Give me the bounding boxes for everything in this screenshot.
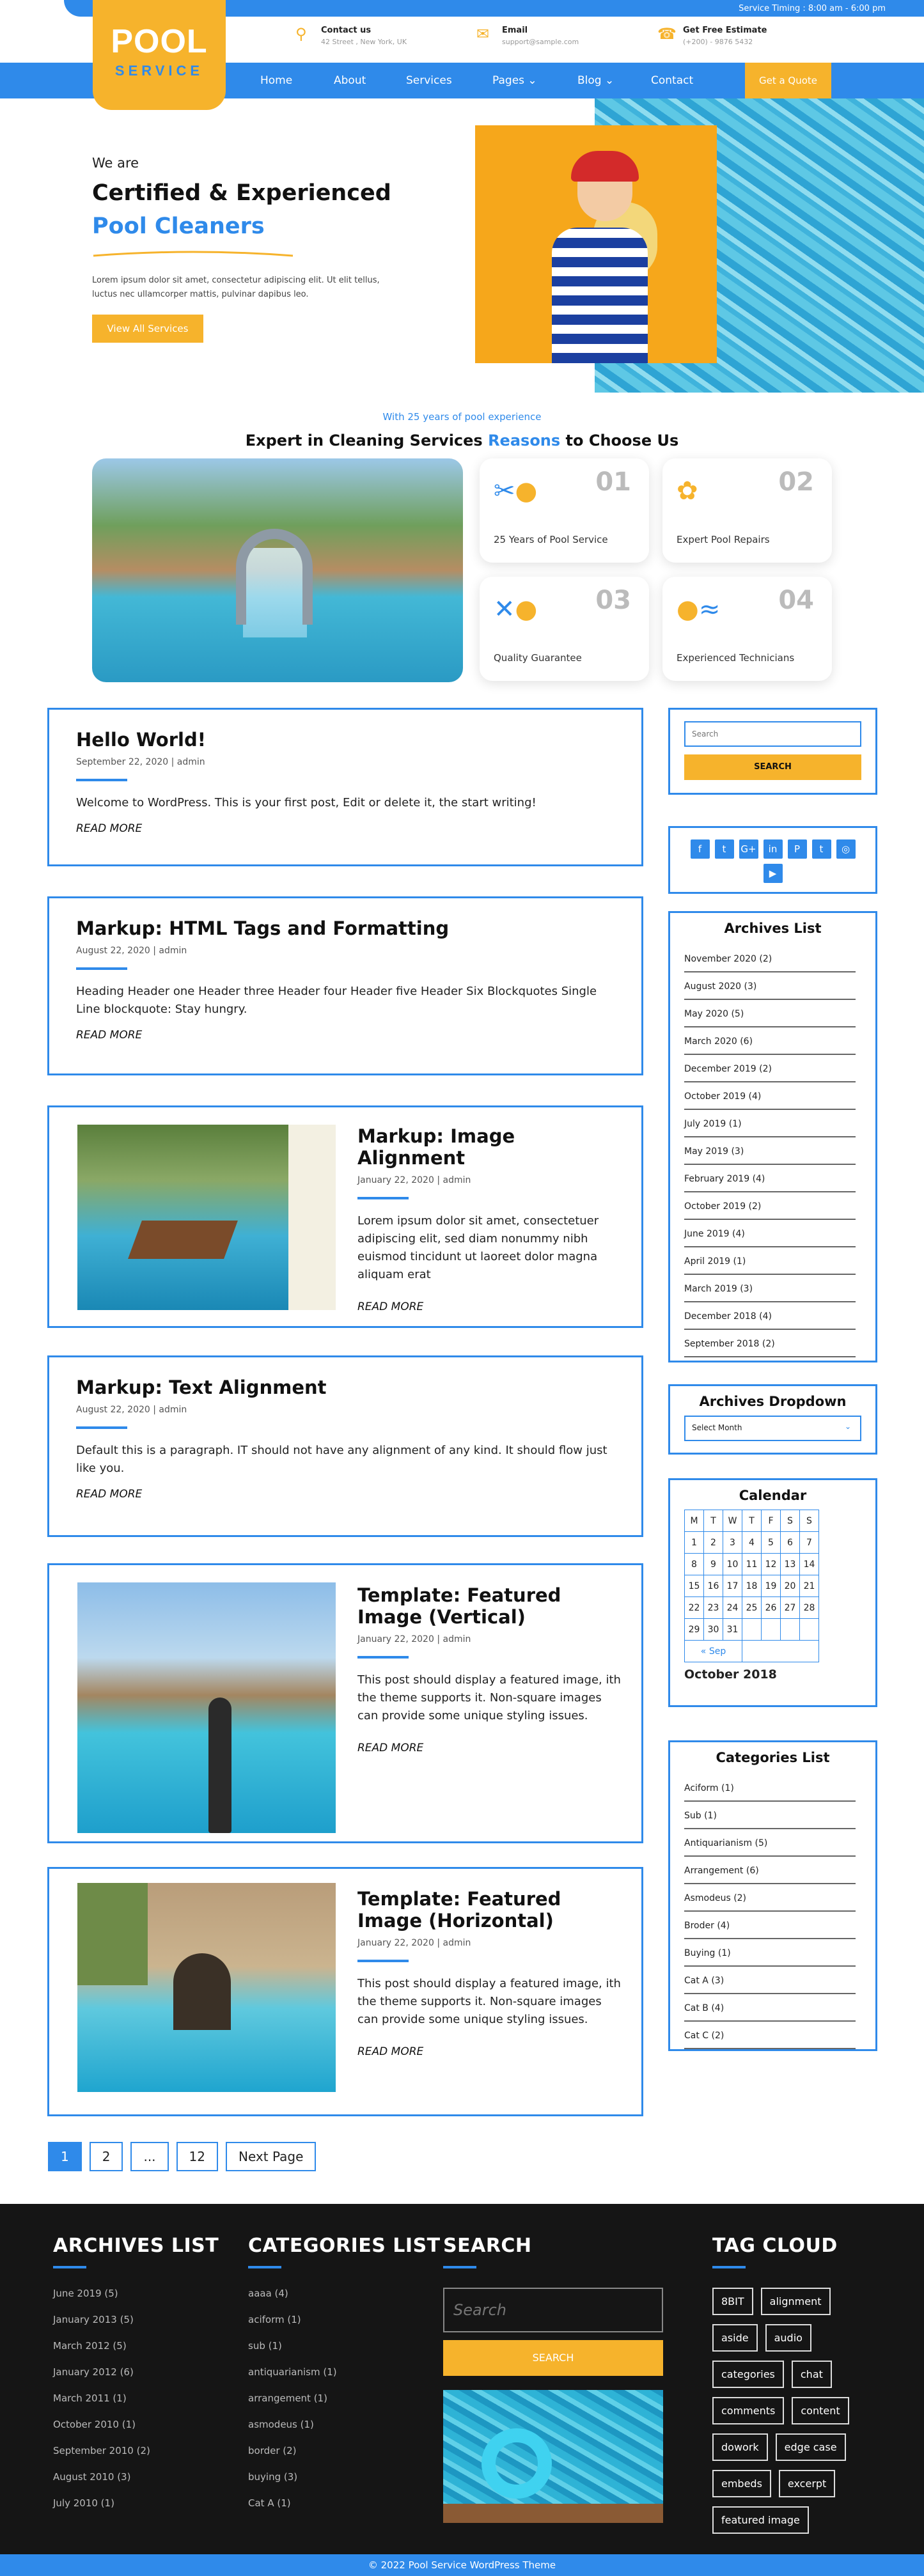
- calendar-day: 1: [685, 1532, 704, 1554]
- calendar-day: 5: [762, 1532, 781, 1554]
- footer-heading: TAG CLOUD: [712, 2235, 838, 2257]
- page-1[interactable]: 1: [48, 2142, 82, 2171]
- calendar-day: [762, 1619, 781, 1641]
- post-image[interactable]: [77, 1125, 336, 1310]
- calendar-day: 30: [704, 1619, 723, 1641]
- title-underline: [76, 1426, 127, 1429]
- chevron-down-icon: ⌄: [604, 74, 615, 87]
- hero-title: Certified & Experienced: [92, 180, 391, 206]
- calendar-day: 19: [762, 1575, 781, 1597]
- calendar-day: [742, 1619, 762, 1641]
- footer-category-item[interactable]: aciform (1): [248, 2314, 301, 2325]
- footer-heading: CATEGORIES LIST: [248, 2235, 441, 2257]
- post-title[interactable]: Hello World!: [76, 729, 206, 751]
- read-more-link[interactable]: READ MORE: [76, 1488, 143, 1501]
- tools-icon: ✂●: [494, 476, 538, 506]
- reason-label: Experienced Technicians: [677, 652, 795, 664]
- post-meta: August 22, 2020 | admin: [76, 946, 187, 956]
- widget-title: Calendar: [739, 1488, 807, 1503]
- site-logo[interactable]: [93, 0, 226, 110]
- calendar-day-header: F: [762, 1510, 781, 1532]
- footer-categories: [248, 2235, 441, 2508]
- estimate-phone[interactable]: (+200) - 9876 5432: [683, 38, 753, 46]
- page-12[interactable]: 12: [176, 2142, 218, 2171]
- footer-heading: SEARCH: [443, 2235, 532, 2257]
- footer-archive-item[interactable]: January 2013 (5): [53, 2314, 134, 2325]
- page-2[interactable]: 2: [90, 2142, 123, 2171]
- youtube-icon[interactable]: ▶: [763, 864, 783, 883]
- footer-archive-item[interactable]: October 2010 (1): [53, 2419, 136, 2430]
- email-title: Email: [502, 26, 528, 35]
- calendar-day: 31: [723, 1619, 742, 1641]
- page-ellipsis: ...: [130, 2142, 168, 2171]
- post-excerpt: This post should display a featured image, ith the theme supports it. Non-square images can provide some unique styling issues.: [357, 1673, 621, 1722]
- calendar-day: 6: [781, 1532, 800, 1554]
- read-more-link[interactable]: READ MORE: [76, 1029, 143, 1042]
- archive-item[interactable]: February 2019 (4): [684, 1165, 856, 1192]
- calendar-prev-link[interactable]: « Sep: [685, 1641, 742, 1662]
- service-timing: Service Timing : 8:00 am - 6:00 pm: [739, 4, 886, 13]
- post-meta: January 22, 2020 | admin: [357, 1175, 471, 1185]
- view-all-services-button[interactable]: View All Services: [92, 315, 203, 343]
- email-block: [476, 26, 579, 46]
- linkedin-icon[interactable]: in: [763, 839, 783, 859]
- nav-pages[interactable]: [492, 74, 537, 87]
- calendar-day: 15: [685, 1575, 704, 1597]
- tag-item[interactable]: aside: [712, 2324, 758, 2352]
- reason-number: 04: [778, 586, 814, 615]
- footer-category-item[interactable]: sub (1): [248, 2340, 282, 2352]
- hero-worker-image: [475, 125, 717, 363]
- contact-title: Contact us: [321, 26, 372, 35]
- nav-home[interactable]: Home: [260, 74, 293, 87]
- read-more-link[interactable]: READ MORE: [357, 1300, 424, 1313]
- why-title-c: to Choose Us: [560, 432, 679, 449]
- calendar-day: 16: [704, 1575, 723, 1597]
- archive-item[interactable]: May 2019 (3): [684, 1137, 856, 1165]
- post-meta: January 22, 2020 | admin: [357, 1938, 471, 1948]
- post-meta: September 22, 2020 | admin: [76, 757, 205, 767]
- footer-category-item[interactable]: aaaa (4): [248, 2288, 288, 2299]
- footer-category-item[interactable]: buying (3): [248, 2471, 298, 2483]
- calendar-day: 13: [781, 1554, 800, 1575]
- facebook-icon[interactable]: f: [691, 839, 710, 859]
- categories-widget: [668, 1740, 877, 2051]
- calendar-day: 25: [742, 1597, 762, 1619]
- category-item[interactable]: Antiquarianism (5): [684, 1829, 856, 1857]
- tag-item[interactable]: embeds: [712, 2470, 771, 2497]
- logo-line2: SERVICE: [114, 63, 204, 79]
- calendar-table: [684, 1510, 819, 1662]
- chevron-down-icon: ⌄: [844, 1422, 851, 1431]
- wave-underline-icon: [92, 249, 294, 258]
- tag-item[interactable]: audio: [765, 2324, 811, 2352]
- email-detail[interactable]: support@sample.com: [502, 38, 579, 46]
- read-more-link[interactable]: READ MORE: [357, 1742, 424, 1754]
- footer: [0, 2204, 924, 2554]
- post-card: [47, 1867, 643, 2116]
- footer-archive-item[interactable]: March 2012 (5): [53, 2340, 127, 2352]
- post-title[interactable]: Markup: HTML Tags and Formatting: [76, 917, 450, 939]
- nav-pages-label: Pages: [492, 74, 525, 87]
- post-image[interactable]: [77, 1582, 336, 1833]
- widget-title: Archives List: [724, 921, 822, 936]
- tag-item[interactable]: categories: [712, 2361, 784, 2388]
- tumblr-icon[interactable]: t: [812, 839, 831, 859]
- phone-icon: ☎: [657, 25, 677, 43]
- post-meta: August 22, 2020 | admin: [76, 1405, 187, 1415]
- calendar-day: 3: [723, 1532, 742, 1554]
- archive-item[interactable]: August 2020 (3): [684, 972, 856, 1000]
- archive-item[interactable]: December 2018 (4): [684, 1302, 856, 1330]
- post-title[interactable]: Template: Featured Image (Horizontal): [357, 1888, 561, 1932]
- archive-item[interactable]: September 2018 (2): [684, 1330, 856, 1357]
- calendar-day-header: T: [704, 1510, 723, 1532]
- tag-item[interactable]: content: [792, 2397, 849, 2424]
- social-widget: [668, 826, 877, 894]
- reason-card-1: [480, 458, 649, 563]
- hero-text: Lorem ipsum dolor sit amet, consectetur adipiscing elit. Ut elit tellus, luctus nec ullamcorper mattis, pulvinar dapibus leo.: [92, 276, 380, 299]
- title-underline: [357, 1960, 409, 1962]
- footer-category-item[interactable]: arrangement (1): [248, 2393, 327, 2404]
- category-item[interactable]: Cat A (3): [684, 1967, 856, 1994]
- footer-tag-cloud: [712, 2235, 879, 2534]
- footer-archive-item[interactable]: September 2010 (2): [53, 2445, 150, 2456]
- hero-pretitle: We are: [92, 155, 139, 171]
- nav-blog-label: Blog: [577, 74, 602, 87]
- calendar-day: 29: [685, 1619, 704, 1641]
- category-item[interactable]: Broder (4): [684, 1912, 856, 1939]
- widget-title: Categories List: [716, 1750, 830, 1765]
- post-excerpt: Welcome to WordPress. This is your first post, Edit or delete it, the start writing!: [76, 796, 536, 809]
- archive-item[interactable]: May 2020 (5): [684, 1000, 856, 1027]
- google-plus-icon[interactable]: G+: [739, 839, 758, 859]
- footer-category-item[interactable]: border (2): [248, 2445, 297, 2456]
- tag-item[interactable]: featured image: [712, 2506, 809, 2534]
- footer-search-button[interactable]: SEARCH: [443, 2340, 663, 2376]
- calendar-day: [781, 1619, 800, 1641]
- footer-category-item[interactable]: Cat A (1): [248, 2497, 291, 2509]
- read-more-link[interactable]: READ MORE: [357, 2045, 424, 2058]
- archive-item[interactable]: March 2020 (6): [684, 1027, 856, 1055]
- footer-archive-item[interactable]: January 2012 (6): [53, 2366, 134, 2378]
- calendar-day: 10: [723, 1554, 742, 1575]
- pool-fountain-image: [92, 458, 463, 682]
- calendar-day: 21: [800, 1575, 819, 1597]
- category-item[interactable]: Asmodeus (2): [684, 1884, 856, 1912]
- calendar-day: 24: [723, 1597, 742, 1619]
- category-item[interactable]: Cat C (2): [684, 2022, 856, 2049]
- footer-archive-item[interactable]: March 2011 (1): [53, 2393, 127, 2404]
- why-title: [0, 432, 924, 449]
- calendar-day-header: M: [685, 1510, 704, 1532]
- footer-pool-image: [443, 2390, 663, 2523]
- title-underline: [76, 967, 127, 970]
- category-item[interactable]: Arrangement (6): [684, 1857, 856, 1884]
- calendar-day: 8: [685, 1554, 704, 1575]
- estimate-block: [657, 26, 767, 46]
- calendar-day: 4: [742, 1532, 762, 1554]
- copyright: © 2022 Pool Service WordPress Theme: [0, 2554, 924, 2576]
- post-title[interactable]: Markup: Image Alignment: [357, 1125, 515, 1169]
- category-item[interactable]: Aciform (1): [684, 1774, 856, 1802]
- contact-detail: 42 Street , New York, UK: [321, 38, 407, 46]
- archive-item[interactable]: October 2019 (2): [684, 1192, 856, 1220]
- calendar-widget: [668, 1478, 877, 1707]
- month-select[interactable]: [684, 1416, 861, 1441]
- calendar-month: October 2018: [684, 1667, 777, 1682]
- post-excerpt: Default this is a paragraph. IT should not have any alignment of any kind. It should flow just like you.: [76, 1444, 607, 1475]
- tag-item[interactable]: 8BIT: [712, 2288, 753, 2315]
- footer-archive-item[interactable]: July 2010 (1): [53, 2497, 114, 2509]
- calendar-day: [800, 1619, 819, 1641]
- calendar-day: 9: [704, 1554, 723, 1575]
- pinterest-icon[interactable]: P: [788, 839, 807, 859]
- calendar-day-header: W: [723, 1510, 742, 1532]
- calendar-day: 26: [762, 1597, 781, 1619]
- calendar-day: 14: [800, 1554, 819, 1575]
- tag-item[interactable]: dowork: [712, 2433, 768, 2461]
- post-card: [47, 1105, 643, 1328]
- chevron-down-icon: ⌄: [528, 74, 537, 87]
- post-card: [47, 1563, 643, 1843]
- footer-category-item[interactable]: antiquarianism (1): [248, 2366, 337, 2378]
- categories-list: [684, 1774, 861, 2049]
- nav-blog[interactable]: [577, 74, 614, 87]
- archives-dropdown-widget: [668, 1384, 877, 1455]
- tag-item[interactable]: alignment: [761, 2288, 831, 2315]
- calendar-day: 2: [704, 1532, 723, 1554]
- category-item[interactable]: Buying (1): [684, 1939, 856, 1967]
- post-excerpt: Heading Header one Header three Header four Header five Header Six Blockquotes Single Line blockquote: Stay hungry.: [76, 985, 597, 1016]
- calendar-day: 20: [781, 1575, 800, 1597]
- calendar-day: 27: [781, 1597, 800, 1619]
- next-page-link[interactable]: Next Page: [226, 2142, 316, 2171]
- reason-number: 02: [778, 467, 814, 497]
- archive-item[interactable]: March 2019 (3): [684, 1275, 856, 1302]
- archive-item[interactable]: July 2019 (1): [684, 1110, 856, 1137]
- post-excerpt: Lorem ipsum dolor sit amet, consectetuer adipiscing elit, sed diam nonummy nibh euismod tincidunt ut laoreet dolor magna aliquam erat: [357, 1214, 599, 1281]
- footer-heading: ARCHIVES LIST: [53, 2235, 219, 2257]
- why-title-a: Expert in Cleaning Services: [245, 432, 489, 449]
- reason-card-4: [662, 577, 832, 681]
- calendar-day: 18: [742, 1575, 762, 1597]
- hero-title-highlight: Pool Cleaners: [92, 214, 265, 239]
- reason-number: 01: [595, 467, 631, 497]
- sidebar-search-button[interactable]: SEARCH: [684, 754, 861, 780]
- calendar-day: 12: [762, 1554, 781, 1575]
- location-pin-icon: ⚲: [295, 25, 307, 43]
- widget-title: Archives Dropdown: [699, 1394, 847, 1409]
- reason-card-3: [480, 577, 649, 681]
- calendar-day: 11: [742, 1554, 762, 1575]
- calendar-day: 28: [800, 1597, 819, 1619]
- post-title[interactable]: Markup: Text Alignment: [76, 1377, 327, 1398]
- instagram-icon[interactable]: ◎: [836, 839, 856, 859]
- footer-archive-item[interactable]: August 2010 (3): [53, 2471, 131, 2483]
- archives-widget: [668, 911, 877, 1362]
- nav-about[interactable]: About: [334, 74, 366, 87]
- twitter-icon[interactable]: t: [715, 839, 734, 859]
- calendar-day-header: S: [800, 1510, 819, 1532]
- reason-number: 03: [595, 586, 631, 615]
- logo-line1: POOL: [111, 23, 208, 60]
- search-widget: [668, 708, 877, 795]
- read-more-link[interactable]: READ MORE: [76, 822, 143, 835]
- footer-search: [443, 2235, 663, 2523]
- title-underline: [357, 1197, 409, 1199]
- get-quote-button[interactable]: Get a Quote: [745, 63, 831, 98]
- tag-item[interactable]: chat: [792, 2361, 832, 2388]
- archives-list: [684, 945, 861, 1357]
- archive-item[interactable]: December 2019 (2): [684, 1055, 856, 1082]
- envelope-icon: ✉: [476, 25, 490, 43]
- post-image[interactable]: [77, 1883, 336, 2092]
- calendar-day: 7: [800, 1532, 819, 1554]
- calendar-day: 17: [723, 1575, 742, 1597]
- wrench-icon: ✕●: [494, 595, 538, 624]
- archive-item[interactable]: June 2019 (4): [684, 1220, 856, 1247]
- post-card: [47, 896, 643, 1075]
- reason-label: Quality Guarantee: [494, 652, 582, 664]
- reason-label: 25 Years of Pool Service: [494, 534, 608, 545]
- why-title-b: Reasons: [488, 432, 561, 449]
- estimate-title: Get Free Estimate: [683, 26, 767, 35]
- swimmer-icon: ●≈: [677, 595, 721, 624]
- reason-label: Expert Pool Repairs: [677, 534, 770, 545]
- pagination: [48, 2142, 316, 2171]
- post-card: [47, 1355, 643, 1537]
- nav-services[interactable]: Services: [406, 74, 452, 87]
- badge-icon: ✿: [677, 476, 698, 506]
- archive-item[interactable]: November 2020 (2): [684, 945, 856, 972]
- contact-us-block: [295, 26, 407, 46]
- title-underline: [357, 1656, 409, 1659]
- tag-item[interactable]: edge case: [776, 2433, 846, 2461]
- post-meta: January 22, 2020 | admin: [357, 1634, 471, 1644]
- month-select-value: Select Month: [692, 1423, 742, 1432]
- calendar-day-header: T: [742, 1510, 762, 1532]
- category-item[interactable]: Sub (1): [684, 1802, 856, 1829]
- tag-item[interactable]: excerpt: [779, 2470, 835, 2497]
- post-card: [47, 708, 643, 866]
- archive-item[interactable]: October 2019 (4): [684, 1082, 856, 1110]
- calendar-day-header: S: [781, 1510, 800, 1532]
- post-excerpt: This post should display a featured image, ith the theme supports it. Non-square images can provide some unique styling issues.: [357, 1977, 621, 2026]
- footer-search-input[interactable]: [443, 2288, 663, 2332]
- footer-archive-item[interactable]: June 2019 (5): [53, 2288, 118, 2299]
- nav-contact[interactable]: Contact: [651, 74, 694, 87]
- calendar-day: 22: [685, 1597, 704, 1619]
- reason-card-2: [662, 458, 832, 563]
- archive-item[interactable]: April 2019 (1): [684, 1247, 856, 1275]
- footer-archives: [53, 2235, 219, 2508]
- why-subtitle: With 25 years of pool experience: [382, 411, 542, 423]
- tag-item[interactable]: comments: [712, 2397, 784, 2424]
- category-item[interactable]: Cat B (4): [684, 1994, 856, 2022]
- title-underline: [76, 779, 127, 781]
- post-title[interactable]: Template: Featured Image (Vertical): [357, 1584, 561, 1628]
- sidebar-search-input[interactable]: [684, 721, 861, 747]
- calendar-day: 23: [704, 1597, 723, 1619]
- footer-category-item[interactable]: asmodeus (1): [248, 2419, 314, 2430]
